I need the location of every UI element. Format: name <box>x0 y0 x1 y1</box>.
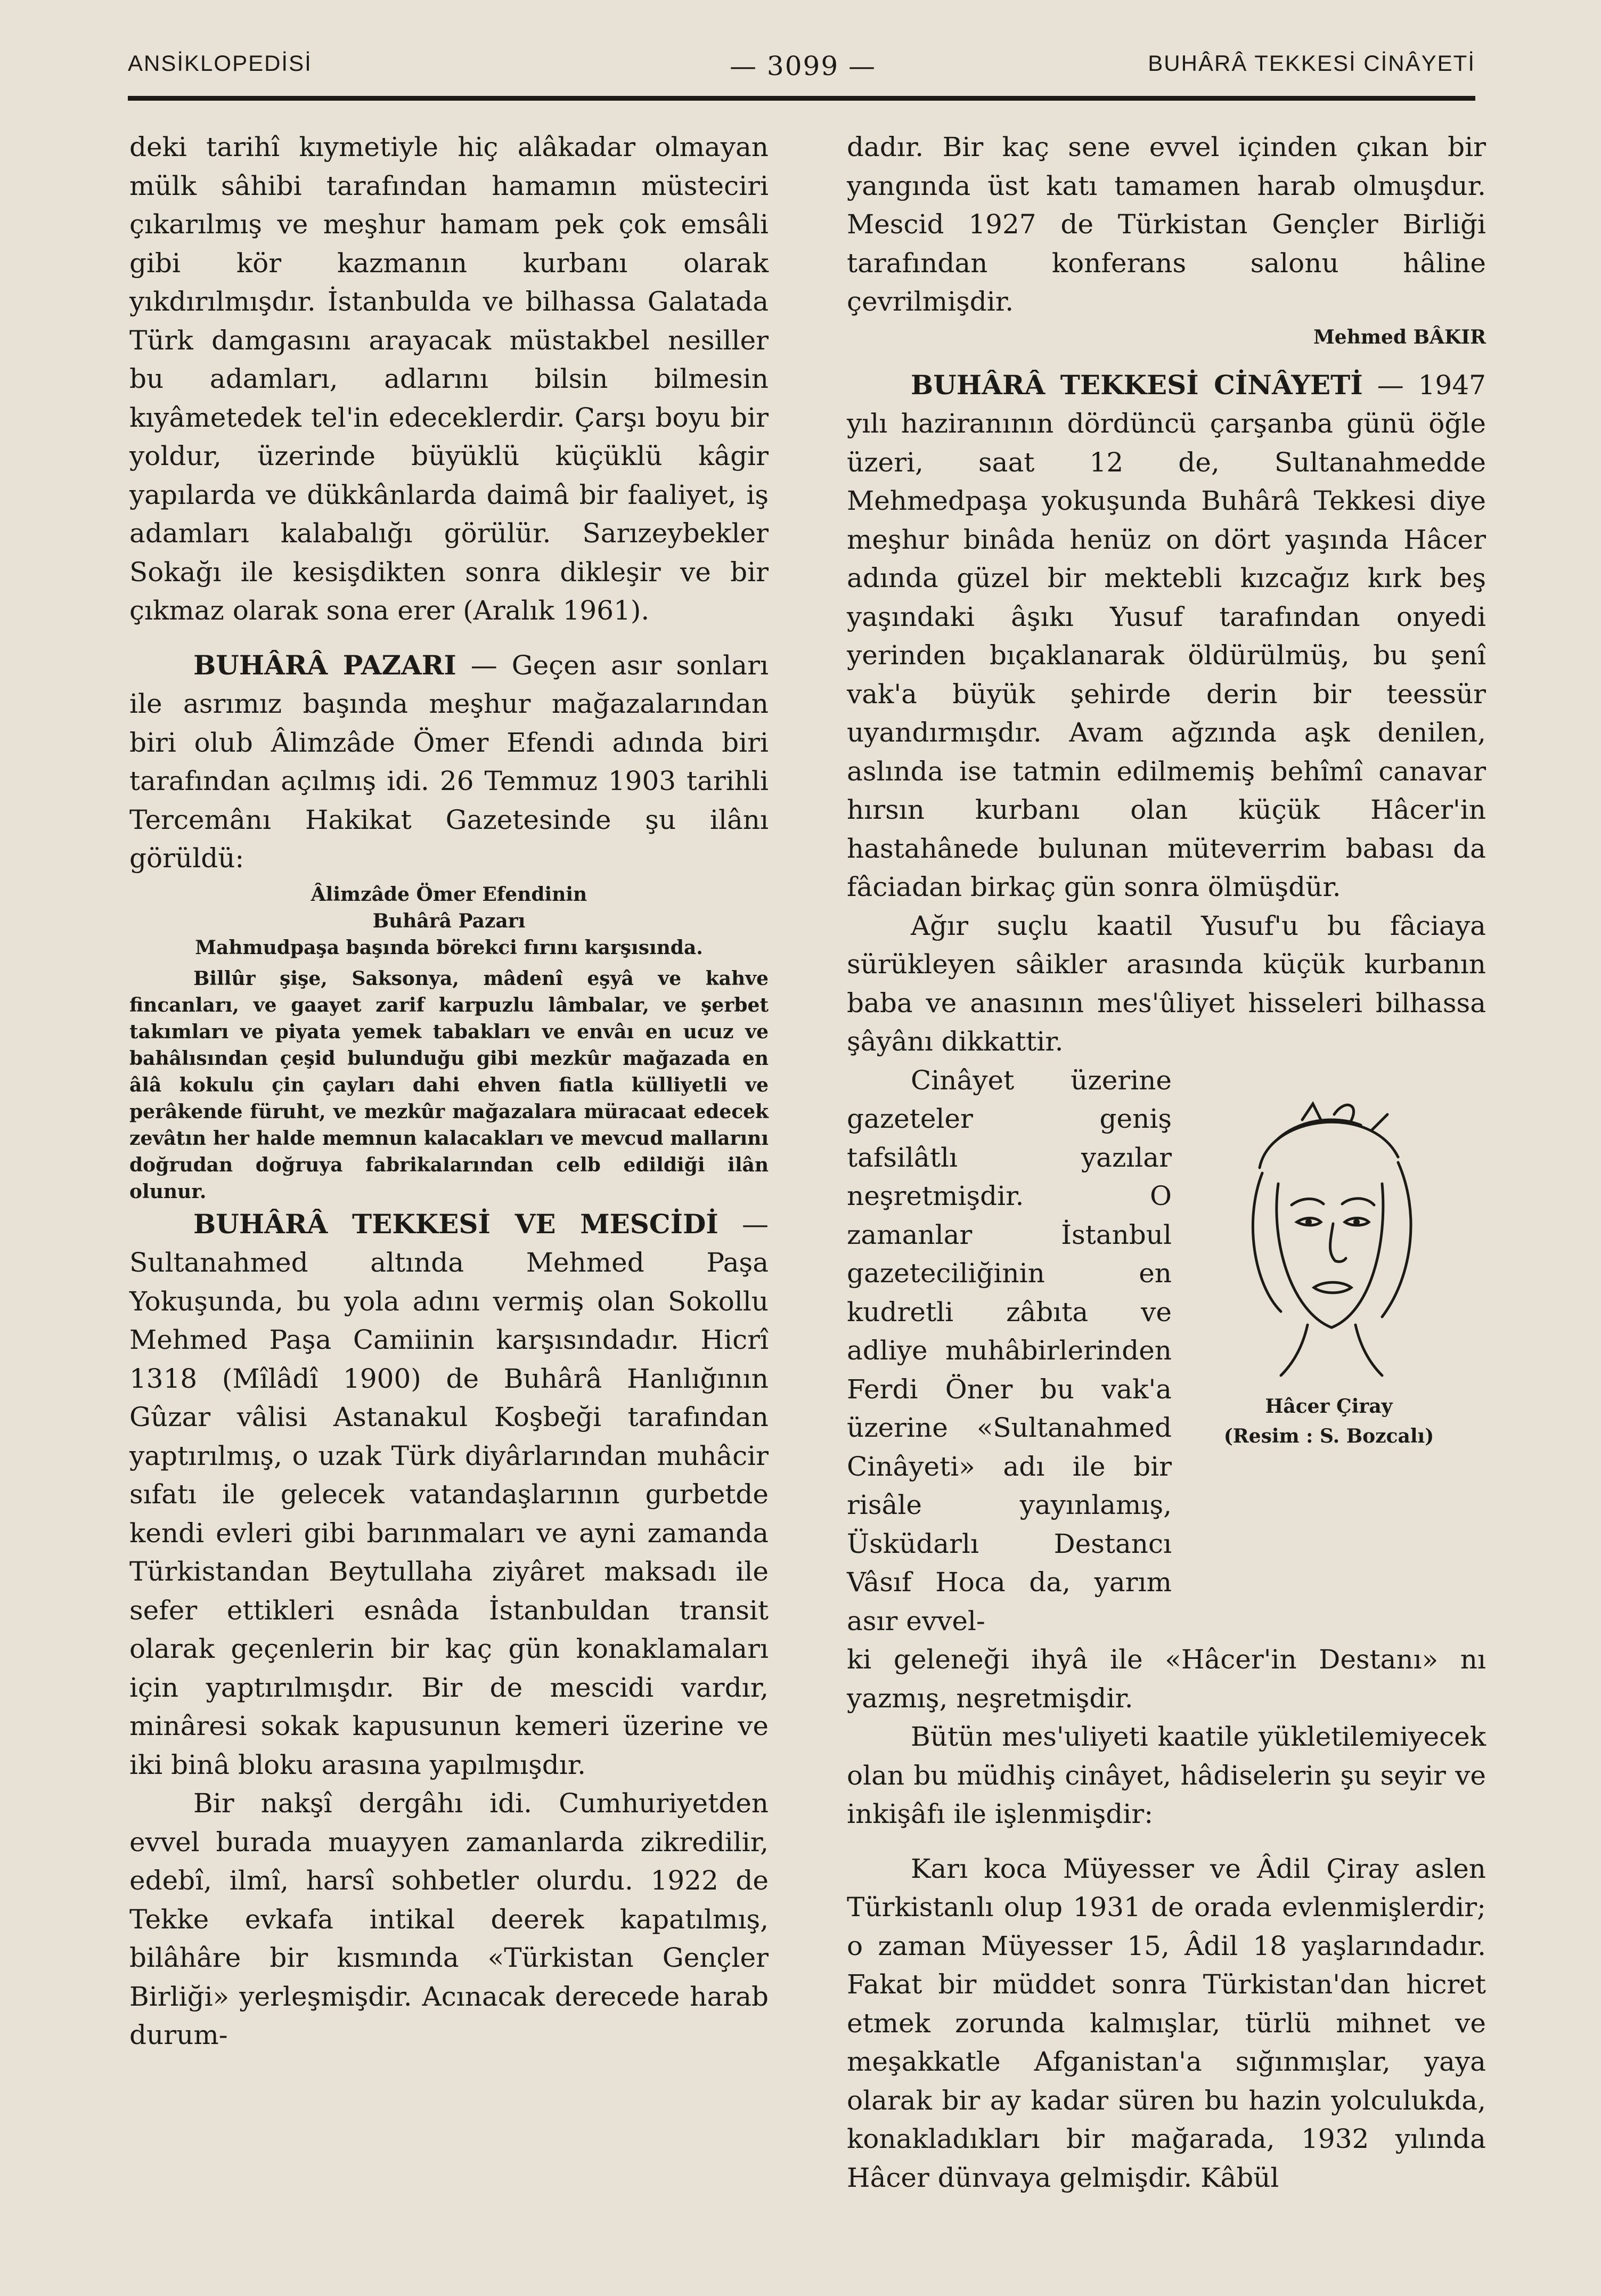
portrait-caption <box>1224 1391 1434 1451</box>
right-column <box>847 128 1486 2197</box>
entry-title-buhara-pazari: BUHÂRÂ PAZARI <box>193 649 456 681</box>
paragraph-galata: deki tarihî kıymetiyle hiç alâkadar olmayan mülk sâhibi tarafından hamamın müsteciri çıkarılmış ve meşhur hamam pek çok emsâli gibi kör kazmanın kurbanı olarak yıkdırılmışdır. İstanbulda ve bilhassa Galatada Türk damgasını arayacak müstakbel nesiller bu adamları, adlarını bilsin bilmesin kıyâmetedek tel'in edeceklerdir. Çarşı boyu bir yoldur, üzerinde büyüklü küçüklü kâgir yapılarda ve dükkânlarda daimâ bir faaliyet, iş adamları kalabalığı görülür. Sarızeybekler Sokağı ile kesişdikten sonra dikleşir ve bir çıkmaz olarak sona erer (Aralık 1961). <box>129 132 769 626</box>
paragraph-continuation: dadır. Bir kaç sene evvel içinden çıkan bir yangında üst katı tamamen harab olmuşdur. Mescid 1927 de Türkistan Gençler Birliği tarafından konferans salonu hâline çevrilmişdir. <box>847 132 1486 317</box>
entry-buhara-tekkesi <box>129 1205 769 1785</box>
paragraph-cinayet-gazeteler: Cinâyet üzerine gazeteler geniş tafsilâtlı yazılar neşretmişdir. O zamanlar İstanbul gazeteciliğinin en kudretli zâbıta ve adliye muhâbirlerinden Ferdi Öner bu vak'a üzerine «Sultanahmed Cinâyeti» adı ile bir risâle yayınlamış, Üsküdarlı Destancı Vâsıf Hoca da, yarım asır evvel- <box>847 1064 1172 1636</box>
text-with-portrait <box>847 1061 1486 1641</box>
page-number: — 3099 — <box>730 51 877 82</box>
header-right-title: BUHÂRÂ TEKKESİ CİNÂYETİ <box>1148 51 1475 76</box>
entry-text-buhara-tekkesi: — Sultanahmed altında Mehmed Paşa Yokuşunda, bu yola adını vermiş olan Sokollu Mehmed Paşa Camiinin karşısındadır. Hicrî 1318 (Mîlâdî 1900) de Buhârâ Hanlığının Gûzar vâlisi Astanakul Koşbeği tarafından yaptırılmış, o uzak Türk diyârlarından muhâcir sıfatı ile gelecek vatandaşlarının gurbetde kendi evleri gibi barınmaları ve ayni zamanda Türkistandan Beytullaha ziyâret maksadı ile sefer ettikleri esnâda İstanbuldan transit olarak geçenlerin bir kaç gün konaklamaları için yaptırılmışdır. Bir de mescidi vardır, minâresi sokak kapusunun kemeri üzerine ve iki binâ bloku arasına yapılmışdır. <box>129 1208 769 1780</box>
ad-line-3: Mahmudpaşa başında börekci fırını karşısında. <box>195 936 703 959</box>
portrait-figure <box>1172 1061 1486 1451</box>
entry-buhara-pazari <box>129 646 769 878</box>
paragraph-kari-koca: Karı koca Müyesser ve Âdil Çiray aslen Türkistanlı olup 1931 de orada evlenmişlerdir; o zaman Müyesser 15, Âdil 18 yaşlarındadır. Fakat bir müddet sonra Türkistan'dan hicret etmek zorunda kalmışlar, türlü mihnet ve meşakkatle Afganistan'a sığınmışlar, yaya olarak bir ay kadar süren bu hazin yolculukda, konakladıkları bir mağarada, 1932 yılında Hâcer dünvaya gelmişdir. Kâbül <box>847 1853 1486 2193</box>
caption-name: Hâcer Çiray <box>1265 1395 1393 1418</box>
page-header <box>128 51 1475 88</box>
advertisement-heading <box>129 881 769 961</box>
header-rule <box>128 96 1475 101</box>
advertisement-body: Billûr şişe, Saksonya, mâdenî eşyâ ve kahve fincanları, ve gaayet zarif karpuzlu lâmbalar, ve şerbet takımları ve piyata yemek tabakları ve envâı en ucuz ve bahâlısından çeşid bulunduğu gibi mezkûr mağazada en âlâ kokulu çin çayları dahi ehven fiatla külliyetli ve perâkende füruht, ve mezkûr mağazalara müracaat edecek zevâtın her halde memnun kalacakları ve mevcud mallarını doğrudan doğruya fabrikalarından celb edildiği ilân olunur. <box>129 967 769 1203</box>
header-left-title: ANSİKLOPEDİSİ <box>128 51 312 76</box>
entry-title-cinayet: BUHÂRÂ TEKKESİ CİNÂYETİ <box>911 369 1363 401</box>
paragraph-naksi: Bir nakşî dergâhı idi. Cumhuriyetden evvel burada muayyen zamanlarda zikredilir, edebî, ilmî, harsî sohbetler olurdu. 1922 de Tekke evkafa intikal deerek kapatılmış, bilâhâre bir kısmında «Türkistan Gençler Birliği» yerleşmişdir. Acınacak derecede harab durum- <box>129 1788 769 2050</box>
paragraph-cinayet-devam: ki geleneği ihyâ ile «Hâcer'in Destanı» nı yazmış, neşretmişdir. <box>847 1644 1486 1714</box>
entry-buhara-cinayeti <box>847 366 1486 907</box>
ad-line-1: Âlimzâde Ömer Efendinin <box>311 883 587 906</box>
portrait-sketch <box>1212 1082 1446 1381</box>
ad-line-2: Buhârâ Pazarı <box>372 909 526 932</box>
entry-title-buhara-tekkesi: BUHÂRÂ TEKKESİ VE MESCİDİ <box>193 1208 718 1240</box>
paragraph-butun: Bütün mes'uliyeti kaatile yükletilemiyecek olan bu müdhiş cinâyet, hâdiselerin şu seyir ve inkişâfı ile işlenmişdir: <box>847 1721 1486 1829</box>
author-signature: Mehmed BÂKIR <box>1313 325 1486 348</box>
entry-text-buhara-pazari: — Geçen asır sonları ile asrımız başında meşhur mağazalarından biri olub Âlimzâde Ömer Efendi adında biri tarafından açılmış idi. 26 Temmuz 1903 tarihli Tercemânı Hakikat Gazetesinde şu ilânı görüldü: <box>129 649 769 874</box>
entry-text-cinayet: — 1947 yılı haziranının dördüncü çarşanba günü öğle üzeri, saat 12 de, Sultanahmedde Mehmedpaşa yokuşunda Buhârâ Tekkesi diye meşhur binâda henüz on dört yaşında Hâcer adında güzel bir mektebli kızcağız kırk beş yaşındaki âşıkı Yusuf tarafından onyedi yerinden bıçaklanarak öldürülmüş, bu şenî vak'a büyük şehirde derin bir teessür uyandırmışdır. Avam ağzında aşk denilen, aslında ise tatmin edilmemiş behîmî canavar hırsın kurbanı olan küçük Hâcer'in hastahânede bulunan müteverrim babası da fâciadan birkaç gün sonra ölmüşdür. <box>847 369 1486 902</box>
left-column <box>129 128 769 2055</box>
caption-credit: (Resim : S. Bozcalı) <box>1223 1424 1434 1447</box>
paragraph-agir-suclu: Ağır suçlu kaatil Yusuf'u bu fâciaya sürükleyen sâikler arasında küçük kurbanın baba ve anasının mes'ûliyet hisseleri bilhassa şâyânı dikkattir. <box>847 910 1486 1057</box>
